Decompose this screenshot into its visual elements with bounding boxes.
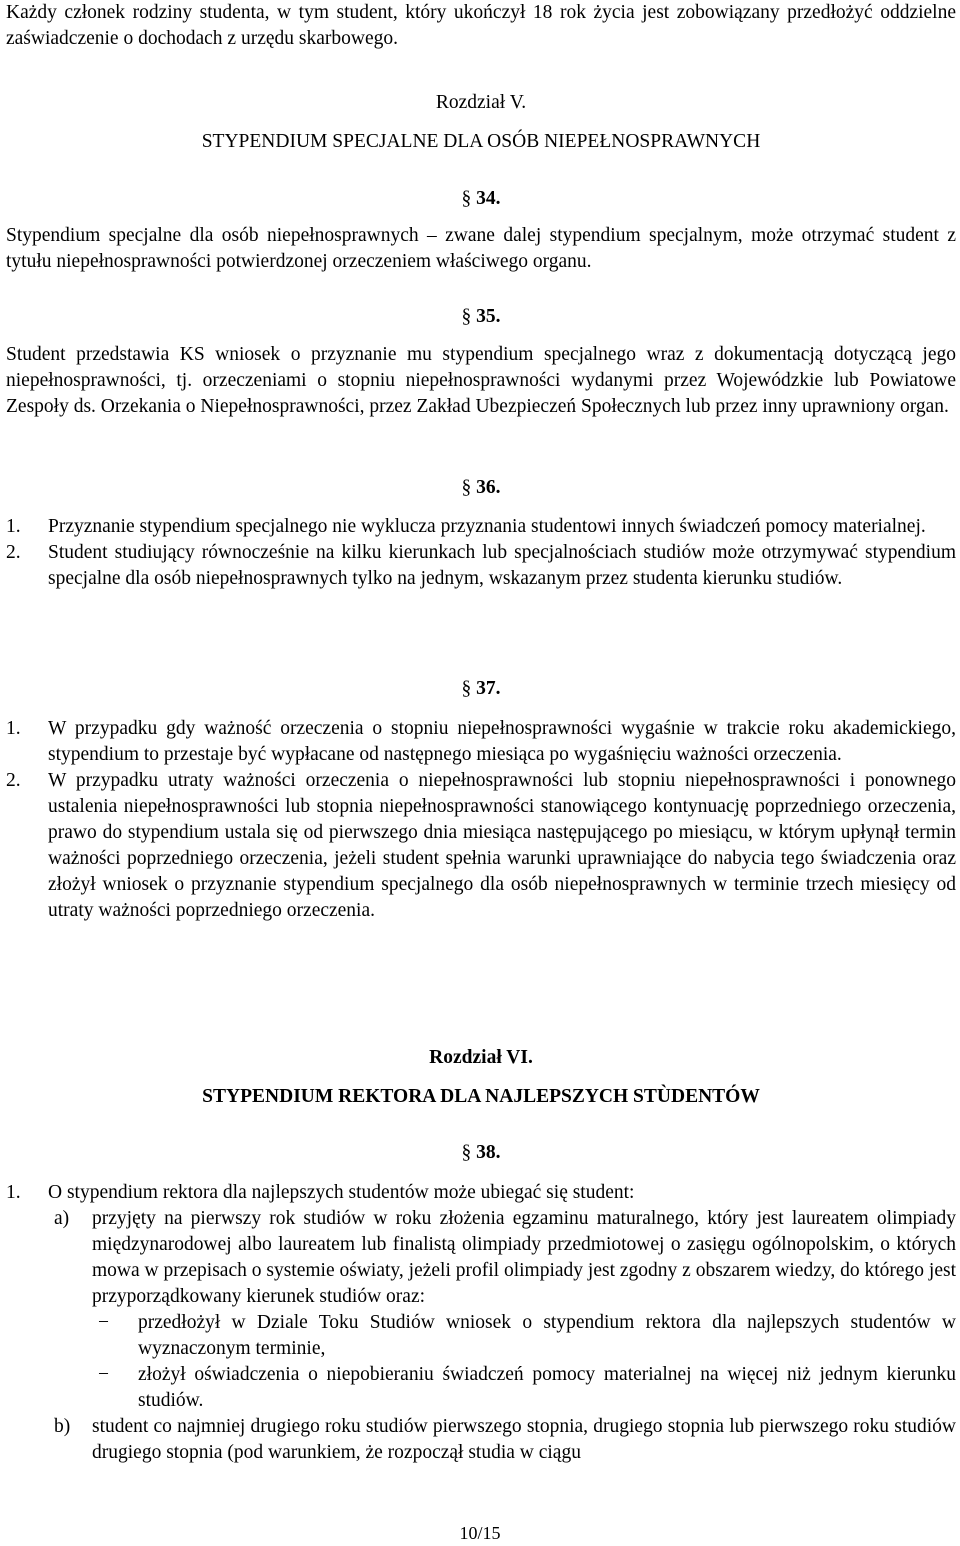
section-sign: §: [461, 188, 472, 209]
list-item: 2. Student studiujący równocześnie na kilku kierunkach lub specjalnościach studiów może otrzymywać stypendium specjalne dla osób niepełnosprawnych tylko na jednym, wskazanym przez studenta kierunku studiów.: [6, 542, 956, 589]
section-sign: §: [461, 678, 472, 699]
list-item: 2. W przypadku utraty ważności orzeczenia o niepełnosprawności lub stopniu niepełnosprawności i ponownego ustalenia niepełnosprawności lub stopnia niepełnosprawności stanowiącego kontynuację poprzedniego orzeczenia, prawo do stypendium ustala się od pierwszego dnia miesiąca następującego po miesiącu, w którym upłynął termin ważności poprzedniego orzeczenia, jeżeli student spełnia warunki uprawniające do nabycia tego świadczenia oraz złożył wniosek o przyznanie stypendium specjalnego dla osób niepełnosprawnych w terminie trzech miesięcy od utraty ważności poprzedniego orzeczenia.: [6, 770, 956, 921]
section-37-number: § 37.: [461, 678, 501, 699]
section-sign: §: [461, 306, 472, 327]
chapter-6-title: STYPENDIUM REKTORA DLA NAJLEPSZYCH STÙDENTÓW: [202, 1086, 760, 1107]
intro-paragraph: Każdy członek rodziny studenta, w tym student, który ukończył 18 rok życia jest zobowiązany przedłożyć oddzielne zaświadczenie o dochodach z urzędu skarbowego.: [6, 2, 956, 49]
section-34-number: § 34.: [461, 188, 501, 209]
list-item: 1. O stypendium rektora dla najlepszych studentów może ubiegać się student:: [6, 1182, 635, 1203]
chapter-5-title: STYPENDIUM SPECJALNE DLA OSÓB NIEPEŁNOSPRAWNYCH: [201, 131, 761, 152]
section-36-list: [6, 514, 956, 592]
section-35-number: § 35.: [461, 306, 501, 327]
chapter-6-label: Rozdział VI.: [429, 1047, 533, 1068]
section-sign: §: [461, 477, 472, 498]
list-item: 1. W przypadku gdy ważność orzeczenia o stopniu niepełnosprawności wygaśnie w trakcie roku akademickiego, stypendium to przestaje być wypłacane od następnego miesiąca po wygaśnięciu ważności orzeczenia.: [6, 718, 956, 765]
sub-item-a: a) przyjęty na pierwszy rok studiów w roku złożenia egzaminu maturalnego, który jest laureatem olimpiady międzynarodowej albo laureatem lub finalistą olimpiady przedmiotowej o zasięgu ogólnopolskim, o których mowa w przepisach o systemie oświaty, jeżeli profil olimpiady jest zgodny z obszarem wiedzy, do którego jest przyporządkowany kierunek studiów oraz:: [54, 1208, 956, 1307]
section-38-number: § 38.: [461, 1142, 501, 1163]
page-number: 10/15: [459, 1523, 501, 1543]
dash-item: − złożył oświadczenia o niepobieraniu świadczeń pomocy materialnej na więcej niż jednym kierunku studiów.: [98, 1364, 956, 1411]
chapter-5-label: Rozdział V.: [435, 92, 527, 113]
list-item: 1. Przyznanie stypendium specjalnego nie wyklucza przyznania studentowi innych świadczeń pomocy materialnej.: [6, 516, 926, 537]
section-sign: §: [461, 1142, 472, 1163]
section-38-list: [6, 1180, 956, 1466]
dash-item: − przedłożył w Dziale Toku Studiów wniosek o stypendium rektora dla najlepszych studentów w wyznaczonym terminie,: [98, 1312, 956, 1359]
section-35-text: Student przedstawia KS wniosek o przyznanie mu stypendium specjalnego wraz z dokumentacją dotyczącą jego niepełnosprawności, tj. orzeczeniami o stopniu niepełnosprawności wydanymi przez Wojewódzkie lub Powiatowe Zespoły ds. Orzekania o Niepełnosprawności, przez Zakład Ubezpieczeń Społecznych lub przez inny uprawniony organ.: [6, 344, 956, 417]
section-34-text: Stypendium specjalne dla osób niepełnosprawnych – zwane dalej stypendium specjalnym, może otrzymać student z tytułu niepełnosprawności potwierdzonej orzeczeniem właściwego organu.: [6, 225, 956, 272]
sub-item-b: b) student co najmniej drugiego roku studiów pierwszego stopnia, drugiego stopnia lub pierwszego roku studiów drugiego stopnia (pod warunkiem, że rozpoczął studia w ciągu: [54, 1416, 956, 1463]
section-37-list: [6, 716, 956, 924]
section-36-number: § 36.: [461, 477, 501, 498]
